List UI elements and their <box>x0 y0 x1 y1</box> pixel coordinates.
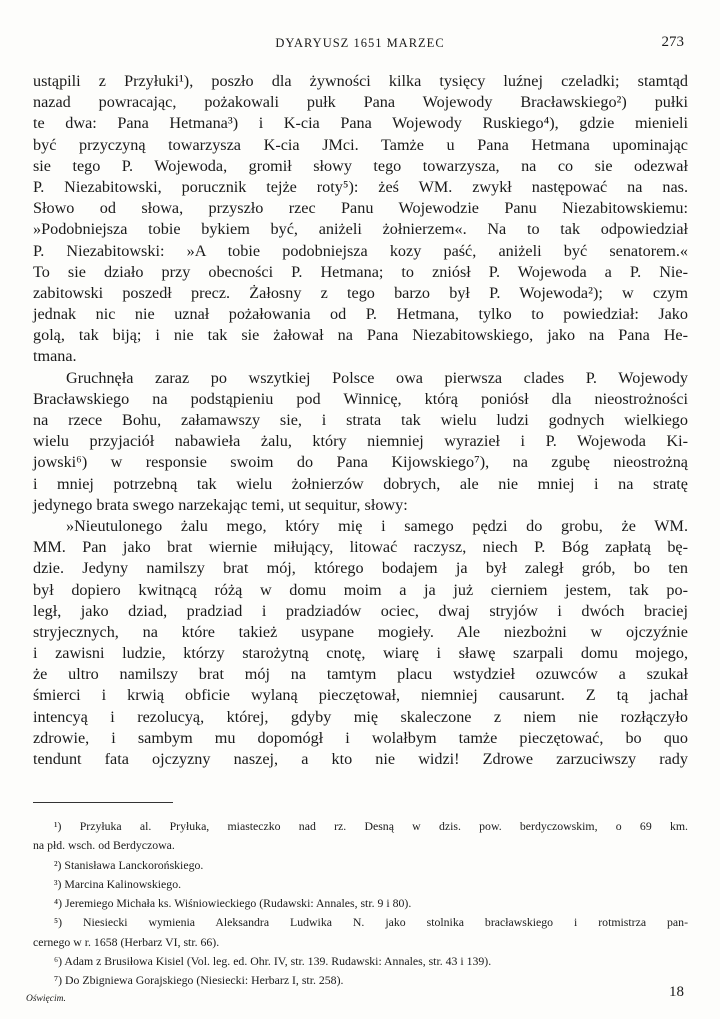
text-line: jednak nic nie uznał pożałowania od P. Hetmana, tylko to powiedział: Jako <box>33 305 688 324</box>
body-text <box>33 71 688 770</box>
text-line: »Podobniejsza tobie bykiem być, aniżeli żołnierzem«. Na to tak odpowiedział <box>33 220 688 239</box>
text-line: zabitowski poszedł precz. Żałosny z tego barzo był P. Wojewoda²); w czym <box>33 283 688 302</box>
text-line: P. Niezabitowski: »A tobie podobniejsza kozy paść, aniżeli być senatorem.« <box>33 241 688 260</box>
text-line: nazad powracając, pożakowali pułk Pana Wojewody Bracławskiego²) pułki <box>33 93 688 112</box>
running-head: DYARYUSZ 1651 MARZEC <box>275 36 445 50</box>
text-line: golą, tak biją; i nie tak sie żałował na Pana Niezabitowskiego, jako na Pana He- <box>33 326 688 345</box>
text-line: Słowo od słowa, przyszło rzec Panu Wojewodzie Panu Niezabitowskiemu: <box>33 199 688 218</box>
text-line: stryjecznych, na które takież usypane mogieły. Ale niezbożni w ojczyźnie <box>33 622 688 641</box>
text-line: intencyą i rezolucyą, której, gdyby mię skaleczone z niem nie rozłączyło <box>33 707 688 726</box>
text-line: i mniej potrzebną tak wielu żołnierzów dobrych, ale nie mniej i na stratę <box>33 474 688 493</box>
text-line: i zawisni ludzie, którzy starożytną cnotę, wiarę i sławę szarpali domu mojego, <box>33 644 688 663</box>
page-footer <box>0 986 720 1010</box>
text-line: te dwa: Pana Hetmana³) i K-cia Pana Wojewody Ruskiego⁴), gdzie mienieli <box>33 114 688 133</box>
text-line: jowski⁶) w responsie swoim do Pana Kijowskiego⁷), na zgubę nieostrożną <box>33 453 688 472</box>
footnote-line: ⁶) Adam z Brusiłowa Kisiel (Vol. leg. ed. Ohr. IV, str. 139. Rudawski: Annales, str. 43 i 139). <box>54 954 492 969</box>
footnote-line: cernego w r. 1658 (Herbarz VI, str. 66). <box>33 934 220 949</box>
text-line: na rzece Bohu, załamawszy sie, i strata tak wielu ludzi godnych wielkiego <box>33 411 688 429</box>
text-line: być przyczyną towarzysza K-cia JMci. Tamże u Pana Hetmana upominając <box>33 135 688 154</box>
page-number: 273 <box>661 34 684 50</box>
footnote-line: ⁴) Jeremiego Michała ks. Wiśniowieckiego (Rudawski: Annales, str. 9 i 80). <box>54 896 412 911</box>
text-line: To sie działo przy obecności P. Hetmana; to zniósł P. Wojewoda a P. Nie- <box>33 262 688 281</box>
footnote-line: ⁷) Do Zbigniewa Gorajskiego (Niesiecki: Herbarz I, str. 258). <box>54 973 344 988</box>
text-line: był dopiero kwitnącą różą w domu moim a ja już cierniem jestem, tak po- <box>33 580 688 599</box>
printer-signature: Oświęcim. <box>26 994 66 1004</box>
text-line: Gruchnęła zaraz po wszytkiej Polsce owa pierwsza clades P. Wojewody <box>66 368 688 387</box>
text-line: wielu przyjaciół nabawieła żalu, który niemniej wyraziеł i P. Wojewoda Ki- <box>33 432 688 451</box>
footnote-line: ²) Stanisława Lanckorońskiego. <box>54 857 204 872</box>
text-line: ustąpili z Przyłuki¹), poszło dla żywności kilka tysięcy luźnej czeladki; stamtąd <box>33 72 688 90</box>
page-header <box>0 36 720 58</box>
text-line: »Nieutulonego żalu mego, który mię i samego pędzi do grobu, że WM. <box>66 516 688 535</box>
text-line: dzie. Jedyny namilszy brat mój, którego bodajem ja był zaległ grób, bo ten <box>33 559 688 578</box>
text-line: śmierci i krwią obficie wylaną pieczętował, niemniej causarunt. Z tą jachał <box>33 686 688 705</box>
footnote-line: ¹) Przyłuka al. Pryłuka, miasteczko nad rz. Desną w dzis. pow. berdyczowskim, o 69 km. <box>54 819 688 833</box>
text-line: Bracławskiego na podstąpieniu pod Winnicę, którą poniósł dla nieostrożności <box>33 389 688 408</box>
text-line: tendunt fata ojczyzny naszej, a kto nie widzi! Zdrowe zarzuciwszy rady <box>33 750 688 768</box>
text-line: MM. Pan jako brat wiernie miłujący, litować raczysz, niech P. Bóg zapłatą bę- <box>33 538 688 557</box>
sheet-number: 18 <box>669 984 684 1000</box>
text-line: P. Niezabitowski, porucznik tejże roty⁵): żeś WM. zwykł następować na nas. <box>33 177 688 196</box>
footnote-line: ⁵) Niesiecki wymienia Aleksandra Ludwika N. jako stolnika bracławskiego i rotmistrza pan- <box>54 915 688 930</box>
text-line: sie tego P. Wojewoda, gromił słowy tego towarzysza, na co sie odezwał <box>33 156 688 175</box>
text-line: jedynego brata swego narzekając temi, ut sequitur, słowy: <box>33 495 408 514</box>
text-line: zdrowie, i sambym mu dopomógł i wolałbym tamże pieczętować, bo quo <box>33 728 688 747</box>
text-line: tmana. <box>33 347 77 366</box>
footnote-line: na płd. wsch. od Berdyczowa. <box>33 838 175 853</box>
text-line: że ultro namilszy brat mój na tamtym placu wstydzieł ozuwców a szukał <box>33 665 688 684</box>
footnote-line: ³) Marcina Kalinowskiego. <box>54 876 182 891</box>
text-line: legł, jako dziad, pradziad i pradziadów ociec, dwaj stryjów i dwóch braciej <box>33 601 688 620</box>
footnotes <box>33 817 688 991</box>
footnote-rule <box>33 802 173 803</box>
